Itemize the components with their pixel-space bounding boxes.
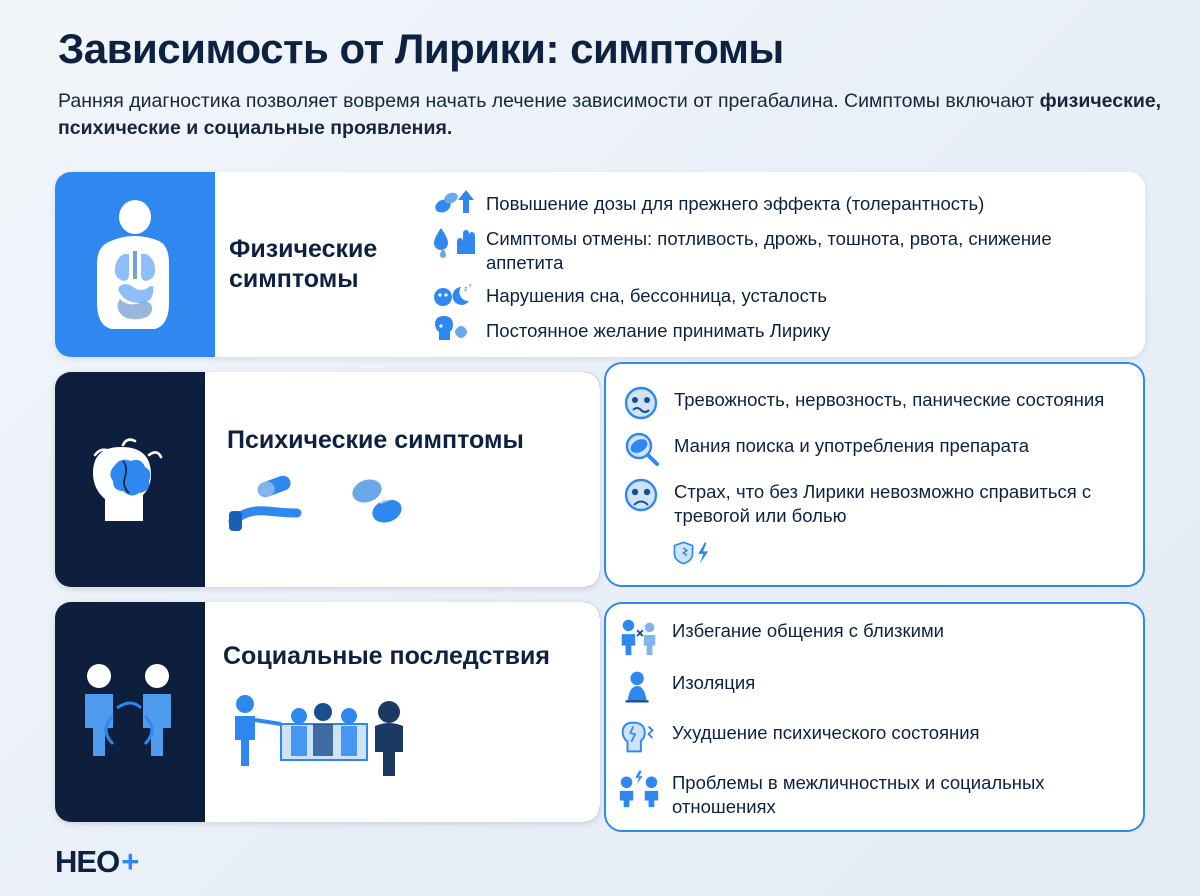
sleep-moon-icon — [430, 281, 476, 309]
list-item-text: Избегание общения с близкими — [672, 619, 944, 641]
list-item — [616, 718, 1129, 756]
isolated-person-icon — [616, 668, 662, 706]
list-item — [616, 768, 1129, 818]
pills-icon — [345, 473, 415, 531]
list-item-text: Страх, что без Лирики невозможно справиться с тревогой или болью — [674, 481, 1092, 526]
list-item-text: Повышение дозы для прежнего эффекта (толерантность) — [486, 192, 985, 214]
physical-bullet-list — [430, 172, 1145, 357]
card-physical-symptoms — [55, 172, 1145, 357]
physical-icon-column — [55, 172, 215, 357]
head-craving-icon — [430, 316, 476, 344]
logo-plus: + — [121, 844, 140, 879]
sweat-drop-hand-icon — [430, 224, 476, 258]
list-item-text: Нарушения сна, бессонница, усталость — [486, 285, 827, 307]
list-item — [672, 538, 1127, 568]
list-item-text: Постоянное желание принимать Лирику — [486, 320, 831, 342]
fear-face-icon — [618, 477, 664, 513]
list-item-text: Изоляция — [672, 671, 756, 693]
list-item — [430, 224, 1127, 274]
hand-capsule-icon — [227, 471, 319, 533]
social-label: Социальные последствия — [223, 642, 550, 671]
list-item — [618, 385, 1127, 421]
pills-up-arrow-icon — [430, 189, 476, 217]
logo-word: НЕО — [55, 844, 120, 879]
list-item — [430, 189, 1127, 217]
list-item-text: Тревожность, нервозность, панические состояния — [674, 389, 1105, 411]
psychological-bullet-list — [604, 362, 1145, 587]
list-item-text: Ухудшение психического состояния — [672, 721, 980, 743]
card-social-consequences — [55, 602, 600, 822]
physical-label-column — [215, 172, 430, 357]
shield-bolt-icon — [672, 538, 718, 568]
list-item-text: Мания поиска и употребления препарата — [674, 435, 1030, 457]
head-brain-icon — [75, 425, 185, 535]
list-item — [430, 281, 1127, 309]
search-pill-icon — [618, 431, 664, 467]
list-item — [430, 316, 1127, 344]
page-subtitle — [58, 88, 1168, 141]
list-item — [618, 477, 1127, 527]
subtitle-text: Ранняя диагностика позволяет вовремя начать лечение зависимости от прегабалина. Симптомы включают — [58, 90, 1040, 113]
psychological-secondary-icons — [227, 471, 600, 533]
social-white-area — [205, 602, 600, 822]
social-icon-column — [55, 602, 205, 822]
two-people-icon — [69, 656, 191, 768]
svg-text:z: z — [464, 286, 468, 294]
anxious-face-icon — [618, 385, 664, 421]
group-people-icon — [223, 686, 600, 782]
physical-label: Физические симптомы — [229, 235, 378, 293]
card-psychological-symptoms — [55, 372, 600, 587]
avoidance-people-icon — [616, 616, 662, 656]
list-item — [616, 668, 1129, 706]
social-bullet-list — [604, 602, 1145, 832]
svg-text:z: z — [469, 283, 472, 290]
broken-head-icon — [616, 718, 662, 756]
list-item-text: Симптомы отмены: потливость, дрожь, тошнота, рвота, снижение аппетита — [486, 227, 1052, 273]
subtitle-emphasis: физические, психические и социальные проявления. — [58, 90, 1162, 139]
body-organs-icon — [87, 199, 183, 331]
brand-logo — [55, 844, 139, 880]
list-item — [616, 616, 1129, 656]
page-title: Зависимость от Лирики: симптомы — [58, 25, 784, 72]
list-item-text: Проблемы в межличностных и социальных отношениях — [672, 771, 1045, 817]
psychological-icon-column — [55, 372, 205, 587]
psychological-white-area — [205, 372, 600, 587]
conflict-people-icon — [616, 768, 662, 808]
list-item — [618, 431, 1127, 467]
psychological-label: Психические симптомы — [227, 425, 524, 454]
